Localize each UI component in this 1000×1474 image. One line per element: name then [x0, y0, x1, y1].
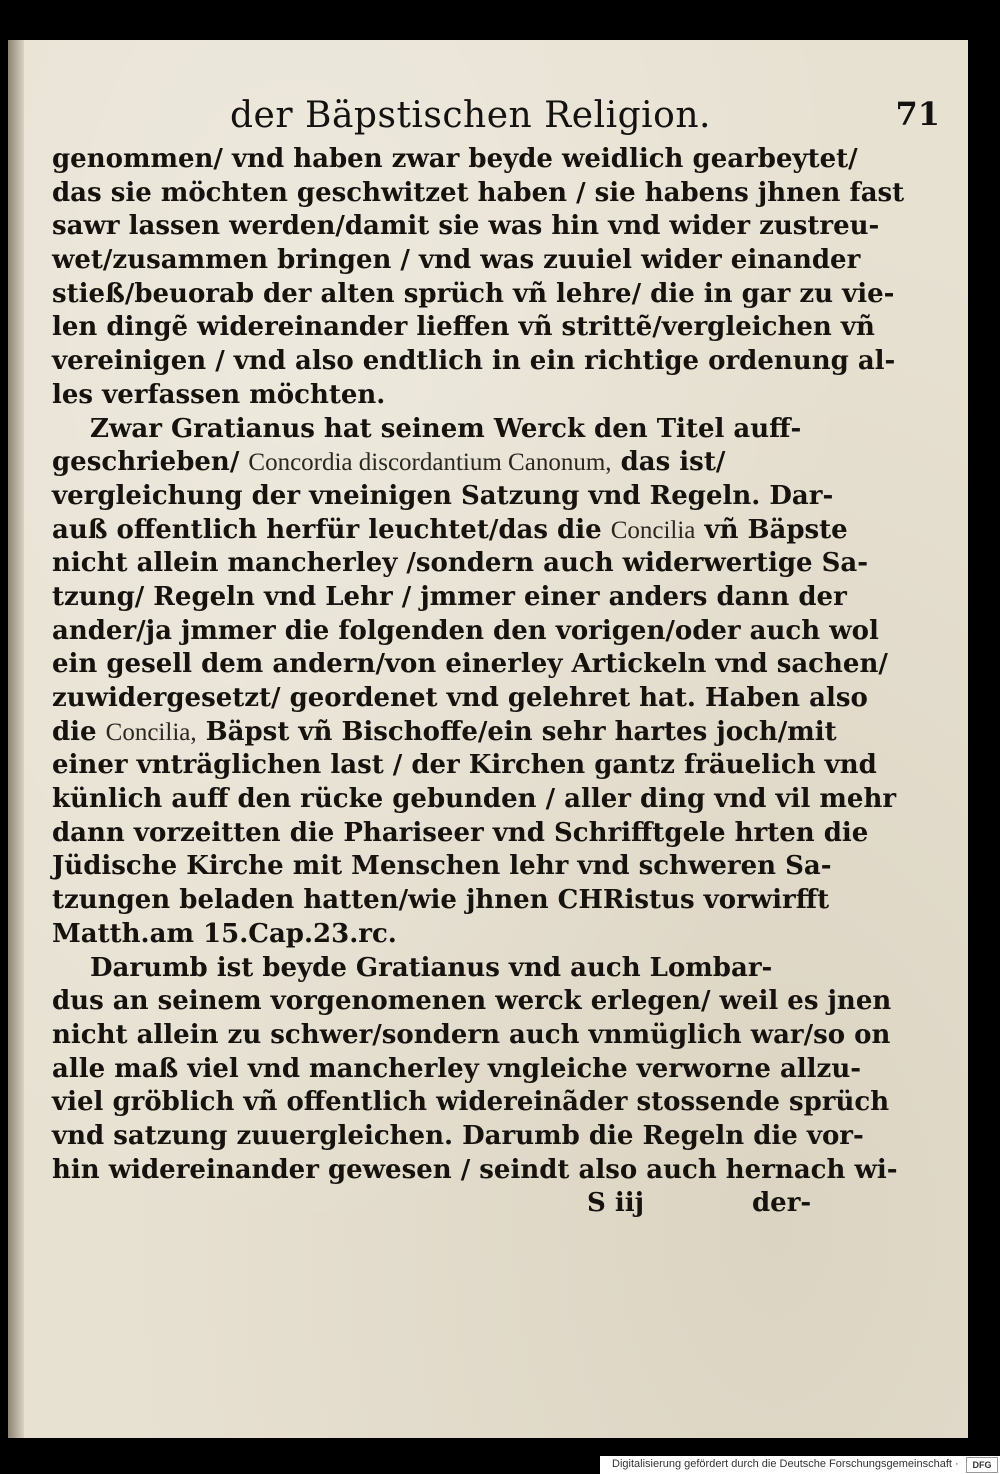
- text-line: Jüdische Kirche mit Menschen lehr vnd schweren Sa‑: [52, 851, 832, 882]
- text-line: stieß/beuorab der alten sprüch vñ lehre/ die in gar zu vie‑: [52, 278, 895, 309]
- text-line: ein gesell dem andern/von einerley Artickeln vnd sachen/: [52, 649, 888, 680]
- text-antiqua: Concilia,: [105, 718, 197, 746]
- text-line: Matth.am 15.Cap.23.rc.: [52, 918, 397, 949]
- text-line: viel gröblich vñ offentlich widereinãder stossende sprüch: [52, 1087, 890, 1118]
- text-line: dann vorzeitten die Phariseer vnd Schrifftgele hrten die: [52, 817, 869, 848]
- page-gutter: [8, 40, 24, 1438]
- text-line: alle maß viel vnd mancherley vngleiche verworne allzu‑: [52, 1053, 862, 1084]
- text-line: [52, 446, 822, 480]
- text-line: sawr lassen werden/damit sie was hin vnd wider zustreu‑: [52, 211, 880, 242]
- text-line: Darumb ist beyde Gratianus vnd auch Lombar‑: [90, 952, 773, 983]
- text-line: genommen/ vnd haben zwar beyde weidlich gearbeytet/: [52, 144, 858, 174]
- text-line: vereinigen / vnd also endtlich in ein richtige ordenung al‑: [52, 346, 896, 377]
- text-line: [52, 514, 848, 548]
- text-line: [52, 716, 837, 750]
- signature-line: [52, 1187, 822, 1221]
- text-line: wet/zusammen bringen / vnd was zuuiel wider einander: [52, 245, 861, 276]
- text-line: tzung/ Regeln vnd Lehr / jmmer einer anders dann der: [52, 581, 847, 612]
- text-line: tzungen beladen hatten/wie jhnen CHRistus vorwirfft: [52, 885, 830, 916]
- text-fraktur: vñ Bäpste: [695, 514, 848, 545]
- text-fraktur: das ist/: [611, 447, 726, 478]
- text-line: vnd satzung zuuergleichen. Darumb die Regeln die vor‑: [52, 1120, 864, 1151]
- text-antiqua: Concordia discordantium Canonum,: [248, 449, 612, 477]
- text-line: Zwar Gratianus hat seinem Werck den Titel auff‑: [90, 413, 802, 444]
- text-fraktur: geschrieben/: [52, 447, 249, 478]
- text-line: les verfassen möchten.: [52, 379, 386, 410]
- running-head: [40, 95, 950, 145]
- text-fraktur: Bäpst vñ Bischoffe/ein sehr hartes joch/mit: [196, 716, 837, 747]
- text-line: hin widereinander gewesen / seindt also auch hernach wi‑: [52, 1154, 898, 1185]
- page-number: 71: [895, 95, 940, 133]
- text-fraktur: die: [52, 716, 106, 747]
- text-line: nicht allein zu schwer/sondern auch vnmüglich war/so on: [52, 1019, 891, 1050]
- text-line: dus an seinem vorgenomenen werck erlegen/ weil es jnen: [52, 986, 892, 1017]
- catchword: der‑: [752, 1188, 812, 1219]
- footer-credit: Digitalisierung gefördert durch die Deutsche Forschungsgemeinschaft ·: [612, 1458, 959, 1470]
- text-line: nicht allein mancherley /sondern auch widerwertige Sa‑: [52, 548, 869, 579]
- body-text: [52, 143, 905, 1221]
- text-antiqua: Concilia: [610, 516, 696, 544]
- text-line: zuwidergesetzt/ geordenet vnd gelehret hat. Haben also: [52, 683, 868, 713]
- text-line: künlich auff den rücke gebunden / aller ding vnd vil mehr: [52, 784, 897, 815]
- text-line: len dingẽ widereinander lieffen vñ strittẽ/vergleichen vñ: [52, 312, 875, 343]
- signature-mark: S iij: [587, 1188, 644, 1219]
- text-line: das sie möchten geschwitzet haben / sie habens jhnen fast: [52, 177, 905, 208]
- text-fraktur: auß offentlich herfür leuchtet/das die: [52, 514, 611, 545]
- text-line: ander/ja jmmer die folgenden den vorigen/oder auch wol: [52, 615, 879, 646]
- running-title: der Bäpstischen Religion.: [230, 95, 711, 136]
- text-line: einer vnträglichen last / der Kirchen gantz fräuelich vnd: [52, 750, 877, 781]
- dfg-logo: DFG: [966, 1457, 998, 1473]
- text-line: vergleichung der vneinigen Satzung vnd Regeln. Dar‑: [52, 480, 834, 511]
